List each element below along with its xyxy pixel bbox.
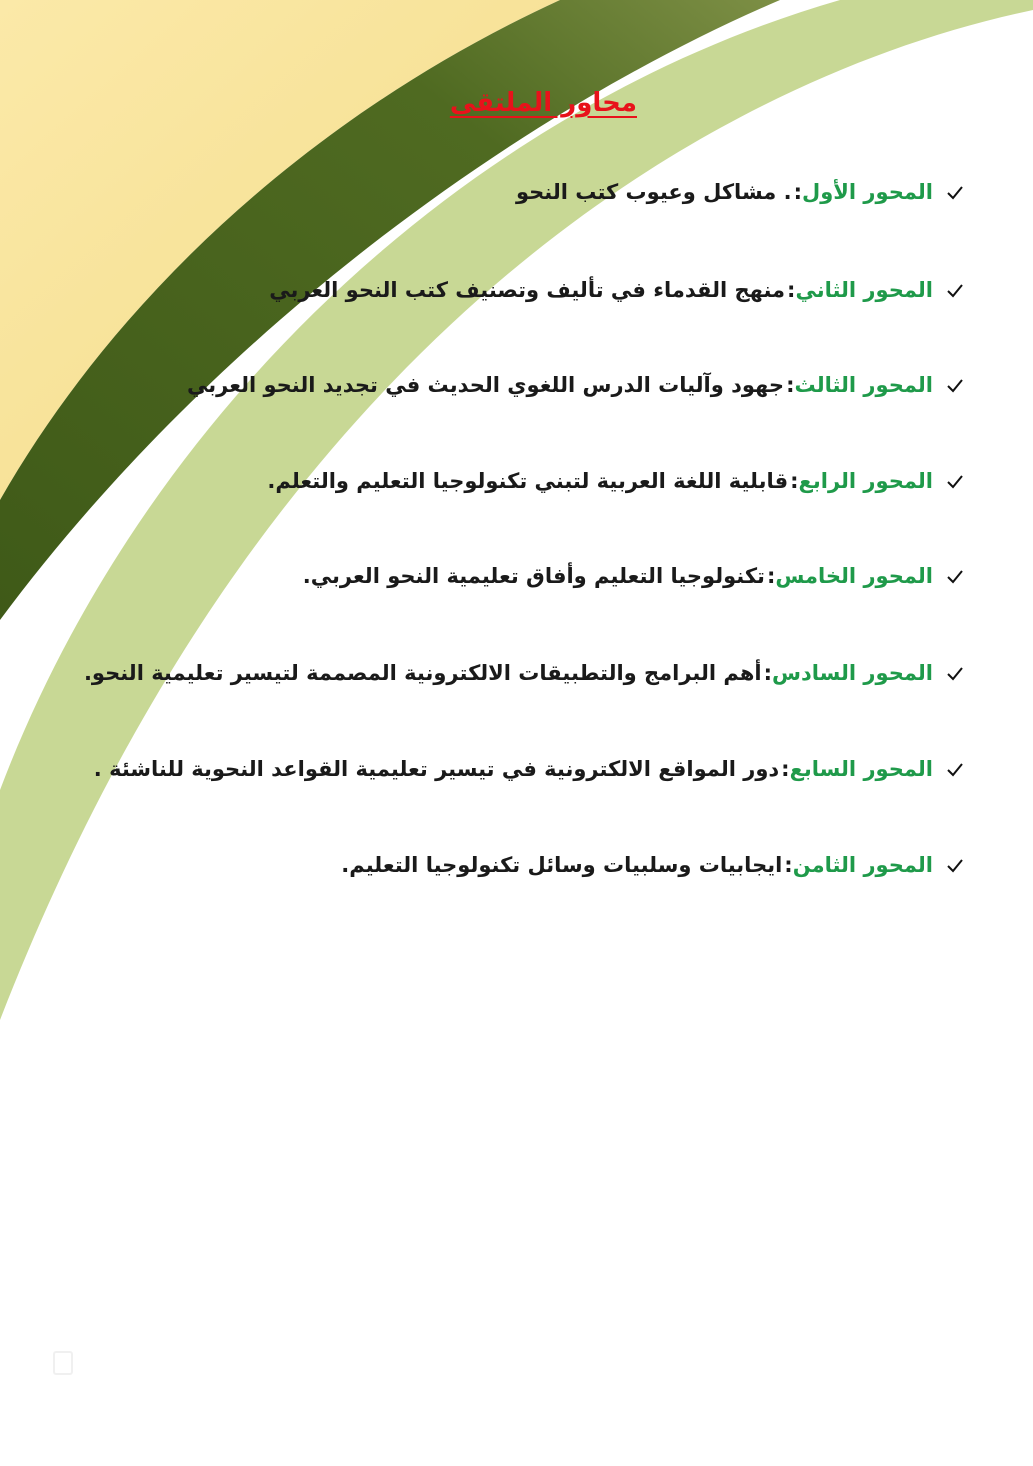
axis-item — [94, 757, 963, 781]
axis-description: تكنولوجيا التعليم وأفاق تعليمية النحو العربي. — [302, 564, 765, 588]
axis-item — [341, 853, 963, 877]
axis-separator: : — [763, 661, 773, 685]
axis-item — [303, 564, 963, 588]
axis-description: أهم البرامج والتطبيقات الالكترونية المصممة لتيسير تعليمية النحو. — [83, 661, 762, 685]
axis-item — [84, 661, 963, 685]
axis-separator: : — [786, 373, 795, 397]
axis-description: ايجابيات وسلبيات وسائل تكنولوجيا التعليم. — [341, 853, 783, 877]
page-title: محاور الملتقى — [449, 88, 637, 118]
axis-label: المحور الأول — [802, 180, 933, 204]
axis-label: المحور الرابع — [798, 469, 933, 493]
check-icon — [947, 284, 963, 298]
axis-label: المحور الثامن — [792, 853, 933, 877]
check-icon — [947, 763, 963, 777]
check-icon — [947, 667, 963, 681]
axis-separator: : — [790, 469, 799, 493]
axis-item — [187, 373, 963, 397]
check-icon — [947, 859, 963, 873]
axis-separator: : — [787, 278, 796, 302]
check-icon — [947, 379, 963, 393]
axis-separator: : — [766, 564, 776, 588]
axis-description: قابلية اللغة العربية لتبني تكنولوجيا التعليم والتعلم. — [267, 469, 789, 493]
axis-separator: : — [793, 180, 803, 204]
check-icon — [947, 570, 963, 584]
axis-item — [267, 469, 963, 493]
check-icon — [947, 186, 963, 200]
axis-description: جهود وآليات الدرس اللغوي الحديث في تجديد النحو العربي — [187, 373, 785, 397]
axis-separator: : — [781, 757, 790, 781]
axis-label: المحور الثالث — [794, 373, 933, 397]
axis-label: المحور الثاني — [795, 278, 933, 302]
check-icon — [947, 475, 963, 489]
axis-item — [516, 180, 963, 204]
axis-label: المحور الخامس — [775, 564, 933, 588]
axis-item — [269, 278, 963, 302]
axis-description: منهج القدماء في تأليف وتصنيف كتب النحو العربي — [269, 278, 786, 302]
axis-separator: : — [784, 853, 793, 877]
axis-label: المحور السادس — [772, 661, 933, 685]
axis-description: دور المواقع الالكترونية في تيسير تعليمية القواعد النحوية للناشئة . — [93, 757, 780, 781]
page-mark-icon — [52, 1350, 74, 1376]
axis-description: . مشاكل وعيوب كتب النحو — [515, 180, 792, 204]
axis-label: المحور السابع — [789, 757, 933, 781]
